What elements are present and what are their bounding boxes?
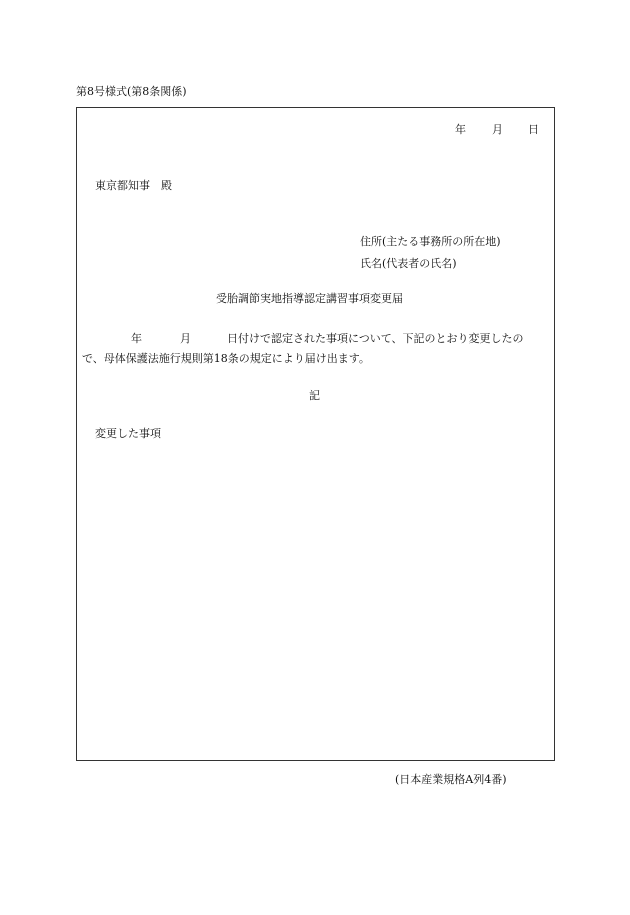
form-number: 第8号様式(第8条関係) (76, 85, 187, 98)
body-text-line-2: で、母体保護法施行規則第18条の規定により届け出ます。 (82, 352, 370, 365)
address-label: 住所(主たる事務所の所在地) (360, 235, 501, 248)
changed-items-label: 変更した事項 (95, 427, 161, 440)
date-day-label: 日 (528, 123, 539, 136)
document-title: 受胎調節実地指導認定講習事項変更届 (216, 292, 403, 305)
name-label: 氏名(代表者の氏名) (360, 257, 457, 270)
ki-heading: 記 (309, 389, 320, 402)
body-year-label: 年 (131, 332, 142, 345)
body-month-label: 月 (180, 332, 191, 345)
date-year-label: 年 (455, 123, 466, 136)
recipient: 東京都知事 殿 (95, 179, 172, 192)
paper-size-note: (日本産業規格A列4番) (395, 773, 507, 786)
body-text-line-1: 日付けで認定された事項について、下記のとおり変更したの (227, 332, 524, 345)
date-month-label: 月 (492, 123, 503, 136)
